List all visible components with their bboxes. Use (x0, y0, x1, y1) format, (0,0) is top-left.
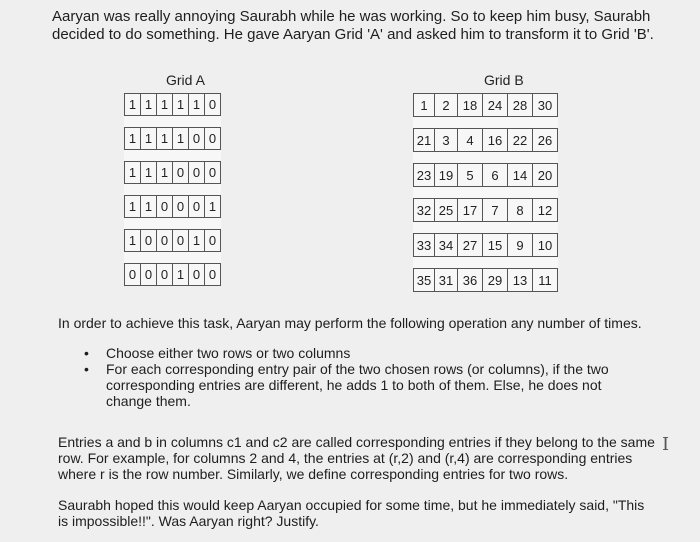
grid-cell: 21 (414, 129, 435, 152)
grid-cell: 1 (173, 128, 189, 150)
operation-intro: In order to achieve this task, Aaryan may perform the following operation any number of times. (58, 315, 642, 331)
grid-cell: 5 (458, 164, 483, 187)
grid-cell: 0 (205, 94, 221, 116)
grid-cell: 32 (414, 199, 435, 222)
grid-cell: 35 (414, 269, 435, 292)
row-gap (125, 252, 221, 264)
intro-paragraph: Aaryan was really annoying Saurabh while he was working. So to keep him busy, Saurabh decided to do something. He gave Aaryan Grid 'A' and asked him to transform it to Grid 'B'. (52, 8, 654, 43)
grid-cell: 11 (533, 269, 558, 292)
definition-paragraph: Entries a and b in columns c1 and c2 are called corresponding entries if they belong to the same row. For example, for columns 2 and 4, the entries at (r,2) and (r,4) are corresponding entries where r is the row number. Similarly, we define corresponding entries for two rows. (58, 434, 655, 482)
grid-row (125, 196, 221, 218)
grid-cell: 23 (414, 164, 435, 187)
grid-row (414, 164, 558, 187)
grid-cell: 34 (435, 234, 458, 257)
text-cursor-icon: I (662, 434, 670, 455)
row-gap (414, 117, 558, 129)
grid-cell: 28 (508, 94, 533, 117)
grid-cell: 1 (414, 94, 435, 117)
grid-cell: 1 (205, 196, 221, 218)
grid-cell: 4 (458, 129, 483, 152)
grid-cell: 1 (125, 196, 141, 218)
grid-cell: 15 (483, 234, 508, 257)
grid-cell: 1 (173, 264, 189, 286)
row-gap-cell (414, 152, 558, 164)
list-item (82, 361, 642, 409)
grid-row (414, 234, 558, 257)
row-gap-cell (125, 150, 221, 162)
grid-cell: 1 (157, 94, 173, 116)
grid-b-table (413, 93, 558, 292)
grid-cell: 12 (533, 199, 558, 222)
grid-cell: 1 (141, 162, 157, 184)
grid-row (414, 94, 558, 117)
grid-cell: 0 (141, 264, 157, 286)
grid-row (125, 162, 221, 184)
bullet-icon: • (84, 361, 89, 377)
row-gap-cell (125, 218, 221, 230)
grid-cell: 0 (157, 230, 173, 252)
grid-cell: 16 (483, 129, 508, 152)
row-gap (414, 152, 558, 164)
row-gap-cell (414, 257, 558, 269)
grid-cell: 36 (458, 269, 483, 292)
grid-cell: 24 (483, 94, 508, 117)
grid-b-title: Grid B (484, 72, 524, 88)
row-gap (414, 187, 558, 199)
grid-cell: 30 (533, 94, 558, 117)
row-gap-cell (125, 184, 221, 196)
grid-cell: 0 (205, 264, 221, 286)
grid-cell: 1 (141, 94, 157, 116)
grid-cell: 22 (508, 129, 533, 152)
grid-cell: 0 (189, 162, 205, 184)
grid-cell: 9 (508, 234, 533, 257)
grid-cell: 1 (157, 162, 173, 184)
row-gap (414, 222, 558, 234)
grid-cell: 0 (189, 264, 205, 286)
grid-cell: 1 (157, 128, 173, 150)
grid-cell: 10 (533, 234, 558, 257)
grid-cell: 33 (414, 234, 435, 257)
row-gap (125, 150, 221, 162)
grid-cell: 0 (205, 230, 221, 252)
operation-steps-list (82, 345, 642, 409)
grid-row (125, 94, 221, 116)
grid-cell: 7 (483, 199, 508, 222)
grid-cell: 13 (508, 269, 533, 292)
grid-cell: 0 (173, 162, 189, 184)
grid-cell: 20 (533, 164, 558, 187)
grid-cell: 1 (141, 128, 157, 150)
row-gap (125, 184, 221, 196)
row-gap (414, 257, 558, 269)
grid-cell: 1 (189, 94, 205, 116)
row-gap-cell (125, 252, 221, 264)
grid-row (125, 264, 221, 286)
grid-cell: 25 (435, 199, 458, 222)
grid-cell: 26 (533, 129, 558, 152)
grid-cell: 0 (189, 196, 205, 218)
grid-cell: 6 (483, 164, 508, 187)
row-gap-cell (414, 222, 558, 234)
conclusion-paragraph: Saurabh hoped this would keep Aaryan occupied for some time, but he immediately said, "This is impossible!!". Was Aaryan right? Justify. (58, 497, 645, 529)
grid-cell: 1 (125, 128, 141, 150)
row-gap-cell (125, 116, 221, 128)
grid-cell: 29 (483, 269, 508, 292)
row-gap (125, 218, 221, 230)
grid-cell: 0 (205, 162, 221, 184)
grid-cell: 1 (125, 94, 141, 116)
grid-row (125, 128, 221, 150)
grid-a-title: Grid A (166, 72, 205, 88)
grid-cell: 1 (189, 230, 205, 252)
grid-cell: 1 (125, 230, 141, 252)
grid-cell: 31 (435, 269, 458, 292)
grid-cell: 18 (458, 94, 483, 117)
grid-row (414, 199, 558, 222)
list-item (82, 345, 642, 361)
list-item-text: For each corresponding entry pair of the two chosen rows (or columns), if the two corresponding entries are different, he adds 1 to both of them. Else, he does not change them. (106, 361, 609, 409)
grid-cell: 1 (141, 196, 157, 218)
grid-cell: 19 (435, 164, 458, 187)
row-gap-cell (414, 117, 558, 129)
grid-cell: 0 (173, 196, 189, 218)
row-gap-cell (414, 187, 558, 199)
grid-cell: 2 (435, 94, 458, 117)
grid-cell: 1 (173, 94, 189, 116)
grid-cell: 0 (173, 230, 189, 252)
row-gap (125, 116, 221, 128)
grid-row (414, 269, 558, 292)
grid-cell: 8 (508, 199, 533, 222)
list-item-text: Choose either two rows or two columns (106, 345, 351, 361)
grid-row (125, 230, 221, 252)
grid-a-table (124, 93, 221, 286)
grid-cell: 14 (508, 164, 533, 187)
grid-row (414, 129, 558, 152)
grid-cell: 0 (189, 128, 205, 150)
grid-cell: 17 (458, 199, 483, 222)
grid-cell: 3 (435, 129, 458, 152)
grid-cell: 0 (157, 196, 173, 218)
bullet-icon: • (84, 345, 89, 361)
grid-cell: 1 (125, 162, 141, 184)
grid-cell: 0 (205, 128, 221, 150)
grid-cell: 0 (141, 230, 157, 252)
grid-cell: 0 (157, 264, 173, 286)
grid-cell: 27 (458, 234, 483, 257)
grid-cell: 0 (125, 264, 141, 286)
